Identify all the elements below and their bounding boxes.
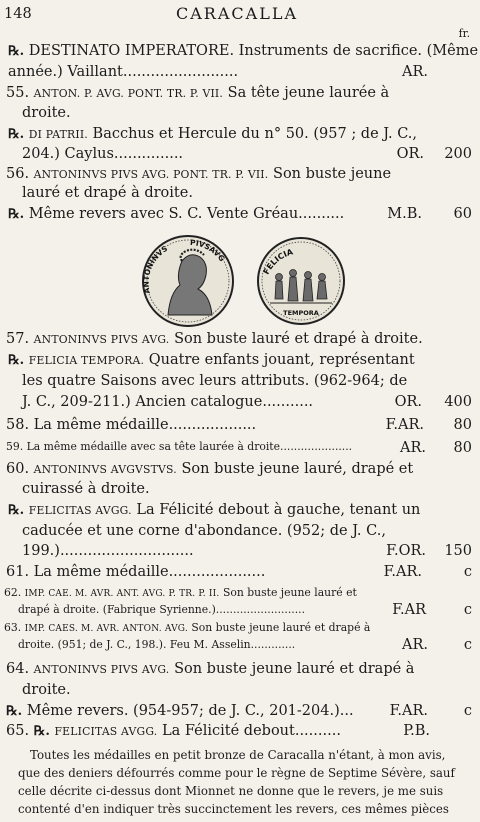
price: c — [463, 564, 472, 580]
metal-label: P.B. — [403, 723, 430, 739]
reverse-symbol: ℞. — [6, 704, 23, 719]
entry-line: 204.) Caylus............... — [22, 146, 184, 162]
metal-label: OR. — [396, 146, 424, 162]
entry-number: 62. — [4, 586, 22, 599]
entry-line: ℞. Même revers. (954-957; de J. C., 201-204.)... — [6, 703, 354, 719]
price-column-label: fr. — [458, 27, 470, 40]
price: 200 — [444, 146, 472, 162]
entry-line: 64. ANTONINVS PIVS AVG. Son buste jeune lauré et drapé à — [6, 661, 415, 677]
entry-number: 63. — [4, 621, 22, 634]
metal-label: F.AR. — [383, 564, 422, 580]
entry-line: ℞. Même revers avec S. C. Vente Gréau.......... — [8, 206, 345, 222]
page-title: CARACALLA — [176, 4, 298, 23]
entry-line: ℞. FELICIA TEMPORA. Quatre enfants jouant, représentant — [8, 352, 415, 368]
entry-line: 63. IMP. CAES. M. AVR. ANTON. AVG. Son buste jeune lauré et drapé à — [4, 621, 371, 634]
legend: ANTONINVS PIVS AVG. — [33, 663, 170, 676]
entry-number: 61. — [6, 564, 30, 580]
price: c — [463, 703, 472, 719]
entry-number: 57. — [6, 331, 30, 347]
entry-number: 59. — [6, 440, 24, 453]
entry-line: 60. ANTONINVS AVGVSTVS. Son buste jeune lauré, drapé et — [6, 461, 414, 477]
footnote-line: contenté d'en indiquer très succinctement les revers, ces mêmes pièces — [18, 802, 449, 816]
entry-line: lauré et drapé à droite. — [22, 185, 193, 201]
entry-line: ℞. FELICITAS AVGG. La Félicité debout à gauche, tenant un — [8, 502, 421, 518]
entry-line: 199.)............................. — [22, 543, 194, 559]
entry-line: année.) Vaillant......................... — [8, 64, 239, 80]
price: c — [463, 637, 472, 653]
metal-label: F.AR. — [389, 703, 428, 719]
entry-line: ℞. DI PATRII. Bacchus et Hercule du n° 50. (957 ; de J. C., — [8, 126, 417, 142]
footnote-line: Toutes les médailles en petit bronze de Caracalla n'étant, à mon avis, — [30, 748, 446, 762]
legend: ANTON. P. AVG. PONT. TR. P. VII. — [33, 87, 224, 100]
metal-label: AR. — [400, 440, 426, 456]
entry-line: 62. IMP. CAE. M. AVR. ANT. AVG. P. TR. P. II. Son buste jeune lauré et — [4, 586, 357, 599]
entry-line: 59. La même médaille avec sa tête laurée à droite..................... — [6, 440, 353, 453]
coin-illustration — [138, 233, 348, 329]
legend: DI PATRII. — [28, 128, 88, 141]
reverse-coin — [258, 238, 344, 324]
page-number: 148 — [4, 6, 32, 22]
reverse-symbol: ℞. — [8, 503, 25, 518]
metal-label: OR. — [394, 394, 422, 410]
entry-number: 64. — [6, 661, 30, 677]
reverse-symbol: ℞. — [8, 127, 25, 142]
legend: ANTONINVS PIVS AVG. — [33, 333, 170, 346]
entry-line: caducée et une corne d'abondance. (952; de J. C., — [22, 523, 386, 539]
entry-line: les quatre Saisons avec leurs attributs. (962-964; de — [22, 373, 408, 389]
entry-line: 65. ℞. FELICITAS AVGG. La Félicité debout.......... — [6, 723, 341, 739]
reverse-symbol: ℞. — [8, 353, 25, 368]
legend: ANTONINVS PIVS AVG. PONT. TR. P. VII. — [33, 168, 269, 181]
reverse-symbol: ℞. — [8, 44, 25, 59]
price: 400 — [444, 394, 472, 410]
entry-line: 55. ANTON. P. AVG. PONT. TR. P. VII. Sa tête jeune laurée à — [6, 85, 390, 101]
price: 60 — [453, 206, 472, 222]
obverse-legend-right: PIVSAVG — [189, 237, 227, 264]
reverse-symbol: ℞. — [33, 724, 50, 739]
entry-line: droite. (951; de J. C., 198.). Feu M. Asselin............. — [18, 638, 296, 651]
entry-number: 60. — [6, 461, 30, 477]
price: 80 — [453, 417, 472, 433]
entry-number: 55. — [6, 85, 30, 101]
entry-line: droite. — [22, 105, 71, 121]
reverse-legend-top: FELICIA — [261, 247, 295, 276]
legend: FELICIA TEMPORA. — [28, 354, 145, 367]
price: c — [463, 602, 472, 618]
entry-number: 65. — [6, 723, 30, 739]
legend: IMP. CAES. M. AVR. ANTON. AVG. — [24, 624, 188, 634]
legend: FELICITAS AVGG. — [54, 725, 158, 738]
entry-line: J. C., 209-211.) Ancien catalogue........... — [22, 394, 314, 410]
metal-label: AR. — [402, 637, 428, 653]
metal-label: F.AR. — [385, 417, 424, 433]
entry-line: 61. La même médaille..................... — [6, 564, 266, 580]
reverse-legend-bottom: TEMPORA — [283, 309, 319, 317]
metal-label: M.B. — [387, 206, 422, 222]
entry-line: 58. La même médaille................... — [6, 417, 257, 433]
price: 150 — [444, 543, 472, 559]
legend: FELICITAS AVGG. — [28, 504, 132, 517]
entry-number: 58. — [6, 417, 30, 433]
metal-label: F.OR. — [386, 543, 426, 559]
entry-line: 56. ANTONINVS PIVS AVG. PONT. TR. P. VII. Son buste jeune — [6, 166, 392, 182]
entry-number: 56. — [6, 166, 30, 182]
entry-line: droite. — [22, 682, 71, 698]
legend: IMP. CAE. M. AVR. ANT. AVG. P. TR. P. II. — [24, 589, 220, 599]
entry-line: drapé à droite. (Fabrique Syrienne.).......................... — [18, 603, 306, 616]
metal-label: F.AR — [392, 602, 426, 618]
metal-label: AR. — [402, 64, 428, 80]
reverse-symbol: ℞. — [8, 207, 25, 222]
entry-line: 57. ANTONINVS PIVS AVG. Son buste lauré et drapé à droite. — [6, 331, 423, 347]
obverse-legend-left: ANTONINVS — [141, 243, 170, 295]
footnote-line: celle décrite ci-dessus dont Mionnet ne donne que le revers, je me suis — [18, 784, 444, 798]
obverse-coin — [142, 236, 233, 326]
entry-line: cuirassé à droite. — [22, 481, 150, 497]
price: 80 — [453, 440, 472, 456]
entry-line: ℞. DESTINATO IMPERATORE. Instruments de sacrifice. (Même — [8, 43, 479, 59]
legend: ANTONINVS AVGVSTVS. — [33, 463, 177, 476]
footnote-line: que des deniers défourrés comme pour le règne de Septime Sévère, sauf — [18, 766, 455, 780]
